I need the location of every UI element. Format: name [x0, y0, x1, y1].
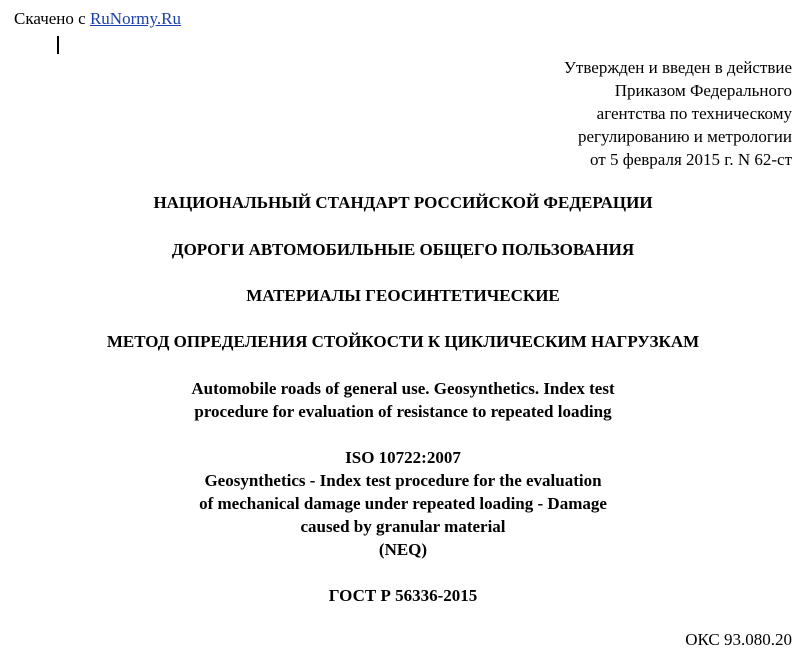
iso-code: ISO 10722:2007 [345, 448, 461, 467]
source-prefix: Скачено с [14, 9, 86, 28]
english-title-line: Automobile roads of general use. Geosynthetics. Index test [191, 379, 615, 398]
iso-title-line: of mechanical damage under repeated loading - Damage [199, 494, 607, 513]
materials-heading: МАТЕРИАЛЫ ГЕОСИНТЕТИЧЕСКИЕ [246, 286, 560, 305]
roads-heading: ДОРОГИ АВТОМОБИЛЬНЫЕ ОБЩЕГО ПОЛЬЗОВАНИЯ [171, 240, 635, 259]
okc-code: ОКС 93.080.20 [685, 630, 792, 649]
english-title [0, 377, 799, 423]
source-link[interactable]: RuNormy.Ru [89, 9, 181, 28]
approval-block [392, 56, 792, 171]
iso-equivalence: (NEQ) [378, 540, 428, 559]
source-line [14, 9, 181, 29]
iso-title-line: caused by granular material [300, 517, 506, 536]
approval-line: от 5 февраля 2015 г. N 62-ст [589, 150, 792, 169]
iso-block [0, 446, 799, 561]
approval-line: агентства по техническому [596, 104, 792, 123]
approval-line: Приказом Федерального [614, 81, 792, 100]
approval-line: регулированию и метрологии [577, 127, 792, 146]
iso-title-line: Geosynthetics - Index test procedure for the evaluation [204, 471, 602, 490]
standard-heading: НАЦИОНАЛЬНЫЙ СТАНДАРТ РОССИЙСКОЙ ФЕДЕРАЦИИ [153, 193, 653, 212]
text-cursor [57, 36, 59, 54]
approval-line: Утвержден и введен в действие [563, 58, 792, 77]
gost-number: ГОСТ Р 56336-2015 [328, 586, 478, 605]
method-heading: МЕТОД ОПРЕДЕЛЕНИЯ СТОЙКОСТИ К ЦИКЛИЧЕСКИМ НАГРУЗКАМ [106, 332, 700, 351]
english-title-line: procedure for evaluation of resistance to repeated loading [194, 402, 612, 421]
